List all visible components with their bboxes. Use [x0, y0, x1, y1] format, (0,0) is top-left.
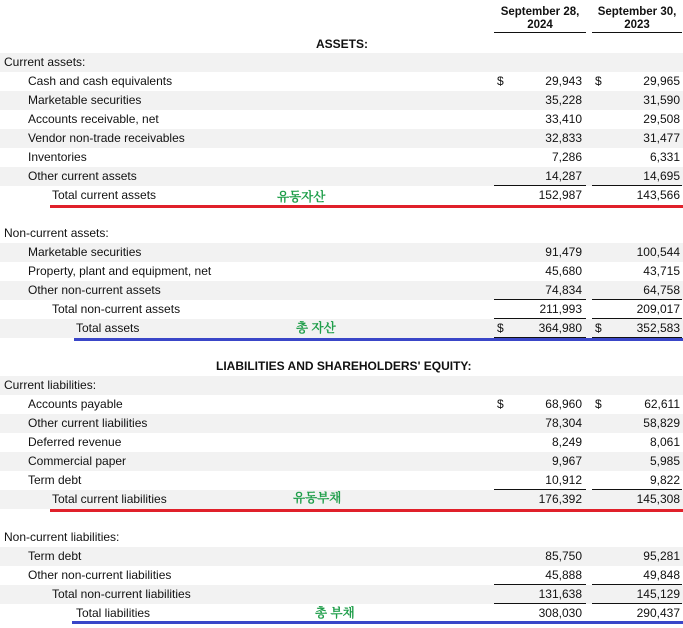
- table-row: Total non-current assets 211,993 209,017: [52, 302, 680, 316]
- annotation-current-assets: 유동자산: [277, 190, 326, 204]
- column-header-2023: September 30, 2023: [597, 6, 677, 31]
- table-row: Term debt 85,750 95,281: [0, 547, 683, 566]
- table-row: Current liabilities:: [0, 376, 683, 395]
- table-row: Total current liabilities 176,392 145,308: [0, 490, 683, 509]
- table-row: Cash and cash equivalents $ 29,943 $ 29,965: [0, 72, 683, 91]
- red-highlight-line: [50, 205, 683, 208]
- table-row: Non-current liabilities:: [4, 530, 120, 544]
- assets-heading: ASSETS:: [316, 37, 369, 51]
- column-header-2024: September 28, 2024: [500, 6, 580, 31]
- table-row: Current assets:: [0, 53, 683, 72]
- annotation-current-liabilities: 유동부채: [293, 491, 342, 505]
- table-row: Non-current assets:: [4, 226, 109, 240]
- table-row: Other non-current liabilities 45,888 49,848: [28, 568, 680, 582]
- table-row: Accounts payable $ 68,960 $ 62,611: [0, 395, 683, 414]
- currency-symbol: $: [595, 74, 602, 88]
- table-row: Vendor non-trade receivables 32,833 31,477: [0, 129, 683, 148]
- blue-highlight-line: [74, 338, 683, 341]
- currency-symbol: $: [595, 321, 602, 335]
- header-underline: [592, 32, 682, 33]
- table-row: Marketable securities 35,228 31,590: [0, 91, 683, 110]
- table-row: Commercial paper 9,967 5,985: [0, 452, 683, 471]
- currency-symbol: $: [497, 74, 504, 88]
- table-row: Other current assets 14,287 14,695: [0, 167, 683, 186]
- currency-symbol: $: [497, 321, 504, 335]
- table-row: Accounts receivable, net 33,410 29,508: [28, 112, 680, 126]
- table-row: Total non-current liabilities 131,638 145,129: [0, 585, 683, 604]
- red-highlight-line: [50, 509, 683, 512]
- table-row: Total assets $ 364,980 $ 352,583: [0, 319, 683, 338]
- header-underline: [494, 32, 586, 33]
- currency-symbol: $: [595, 397, 602, 411]
- annotation-total-assets: 총 자산: [296, 321, 336, 335]
- table-row: Marketable securities 91,479 100,544: [0, 243, 683, 262]
- liabilities-heading: LIABILITIES AND SHAREHOLDERS' EQUITY:: [216, 359, 472, 373]
- table-row: Total liabilities 308,030 290,437: [76, 606, 680, 620]
- blue-highlight-line: [72, 621, 683, 624]
- annotation-total-liabilities: 총 부채: [315, 606, 355, 620]
- table-row: Other non-current assets 74,834 64,758: [0, 281, 683, 300]
- table-row: Other current liabilities 78,304 58,829: [0, 414, 683, 433]
- table-row: Term debt 10,912 9,822: [28, 473, 680, 487]
- table-row: Property, plant and equipment, net 45,680 43,715: [28, 264, 680, 278]
- table-row: Deferred revenue 8,249 8,061: [28, 435, 680, 449]
- currency-symbol: $: [497, 397, 504, 411]
- table-row: Inventories 7,286 6,331: [28, 150, 680, 164]
- table-row: Total current assets 152,987 143,566: [52, 188, 680, 202]
